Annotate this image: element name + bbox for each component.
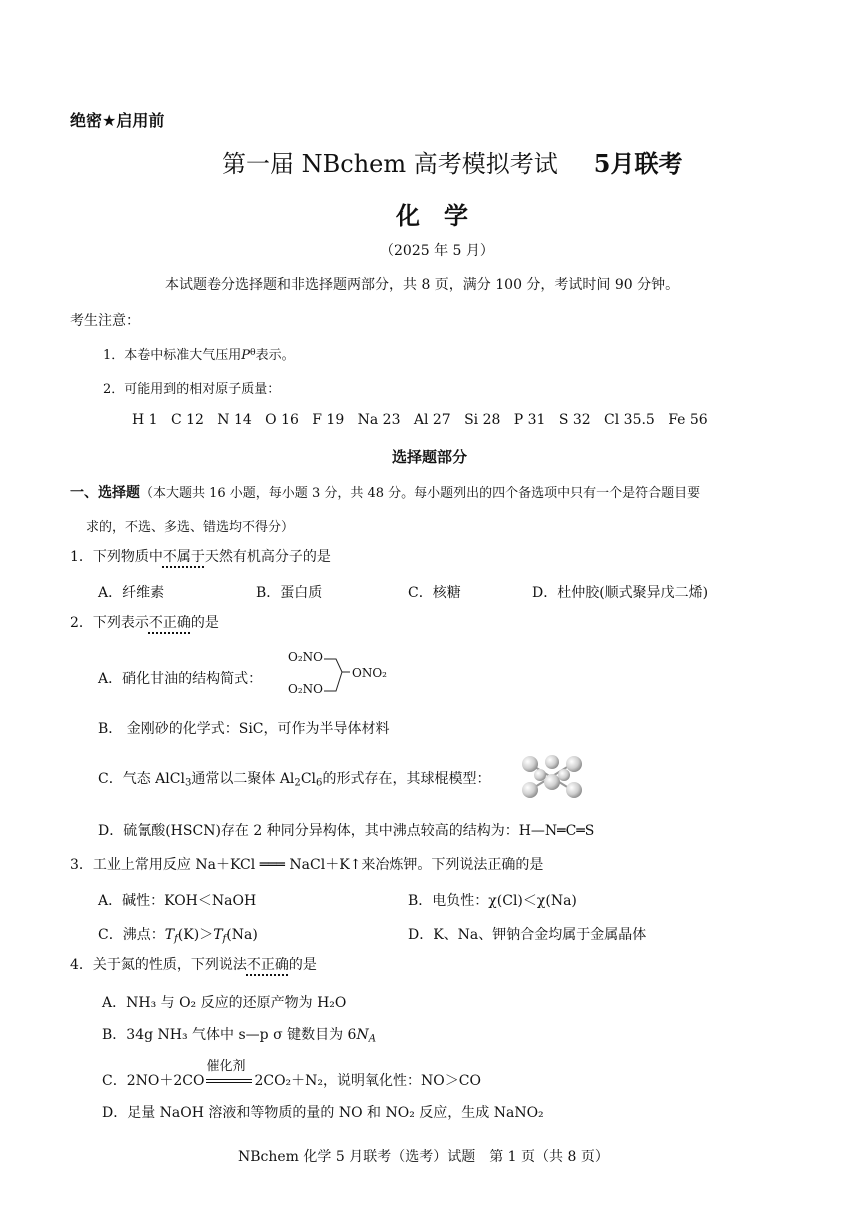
exam-title-main: 第一届 NBchem 高考模拟考试 <box>222 150 558 178</box>
q3-stem <box>70 854 543 874</box>
note-1-sup: θ <box>250 346 256 358</box>
q2-option-b: B． 金刚砂的化学式：SiC，可作为半导体材料 <box>98 721 390 737</box>
q1-stem-b: 天然有机高分子的是 <box>204 549 331 565</box>
q4-b-symbol: N <box>356 1027 369 1043</box>
q1-option-b: B．蛋白质 <box>256 585 323 601</box>
q2-c-part-c: Cl <box>300 771 317 787</box>
q4-emphasis: 不正确 <box>246 957 289 973</box>
note-1-symbol: P <box>241 348 251 363</box>
exam-title <box>222 144 682 179</box>
q3-c-part-b: (K)＞ <box>177 927 214 943</box>
q3-option-a: A．碱性：KOH＜NaOH <box>98 893 257 909</box>
q1-stem <box>70 546 331 566</box>
q4-b-text: B．34g NH₃ 气体中 s—p σ 键数目为 6 <box>102 1027 357 1043</box>
q3-stem-text: 工业上常用反应 Na＋KCl ═══ NaCl＋K↑来冶炼钾。下列说法正确的是 <box>92 857 544 873</box>
exam-month: 5月联考 <box>593 149 683 178</box>
atomic-masses <box>132 412 708 428</box>
q2-option-a: A．硝化甘油的结构简式： <box>98 671 263 687</box>
exam-date: （2025 年 5 月） <box>380 243 494 259</box>
mass-item: Fe 56 <box>668 412 708 428</box>
reaction-arrow <box>204 1059 254 1089</box>
q4-stem-a: 关于氮的性质，下列说法 <box>92 957 247 973</box>
q4-option-d: D．足量 NaOH 溶液和等物质的量的 NO 和 NO₂ 反应，生成 NaNO₂ <box>102 1105 544 1121</box>
mass-item: Cl 35.5 <box>604 412 655 428</box>
q4-c-reactants: C．2NO＋2CO <box>102 1073 205 1089</box>
nitroglycerin-structure <box>286 646 406 702</box>
q2-c-part-a: C．气态 AlCl <box>98 771 185 787</box>
mass-item: S 32 <box>558 412 591 428</box>
mass-item: H 1 <box>132 412 158 428</box>
al2cl6-ball-stick-model <box>516 752 588 802</box>
q2-c-part-b: 通常以二聚体 Al <box>191 771 295 787</box>
q3-c-part-a: C．沸点： <box>98 927 165 943</box>
q1-option-d: D．杜仲胶(顺式聚异戊二烯) <box>532 585 709 601</box>
mass-item: P 31 <box>513 412 546 428</box>
q2-stem-b: 的是 <box>190 615 219 631</box>
q3-number: 3． <box>70 857 93 873</box>
q3-option-b: B．电负性：χ(Cl)＜χ(Na) <box>408 893 577 909</box>
catalyst-label: 催化剂 <box>206 1059 246 1074</box>
structure-bonds <box>286 646 406 702</box>
q4-stem-b: 的是 <box>288 957 317 973</box>
q1-stem-a: 下列物质中 <box>92 549 163 565</box>
q1-emphasis: 不属于 <box>162 549 205 565</box>
q4-option-b <box>102 1024 376 1044</box>
part-desc-line2: 求的，不选、多选、错选均不得分） <box>86 520 295 535</box>
q2-number: 2． <box>70 615 93 631</box>
mass-item: Si 28 <box>464 412 501 428</box>
q4-option-c <box>102 1059 481 1090</box>
q2-stem <box>70 612 219 632</box>
note-2: 2．可能用到的相对原子质量： <box>103 382 281 397</box>
q3-option-c: C．沸点：$T_f(K)>T_f(Na)$ <box>98 927 258 945</box>
mass-item: O 16 <box>265 412 299 428</box>
part-desc-line1 <box>70 482 700 502</box>
section-title: 选择题部分 <box>392 448 468 466</box>
q4-b-subscript: A <box>368 1033 376 1045</box>
q1-option-c: C．核糖 <box>408 585 461 601</box>
q4-c-products: 2CO₂＋N₂，说明氧化性：NO＞CO <box>254 1073 481 1089</box>
page-footer: NBchem 化学 5 月联考（选考）试题 第 1 页（共 8 页） <box>238 1149 609 1165</box>
q3-option-d: D．K、Na、钾钠合金均属于金属晶体 <box>408 927 647 943</box>
subject-title: 化 学 <box>396 201 468 230</box>
q2-option-d: D．硫氰酸(HSCN)存在 2 种同分异构体，其中沸点较高的结构为：H—N═C═S <box>98 823 595 839</box>
intro-text: 本试题卷分选择题和非选择题两部分，共 8 页，满分 100 分，考试时间 90 分钟。 <box>165 277 680 293</box>
part-label: 一、选择题 <box>70 485 140 501</box>
q4-stem <box>70 954 317 974</box>
q4-number: 4． <box>70 957 93 973</box>
mass-item: C 12 <box>170 412 204 428</box>
q2-c-part-d: 的形式存在，其球棍模型： <box>322 771 491 787</box>
structure-right-label: ONO₂ <box>352 666 387 680</box>
secret-tag: 绝密★启用前 <box>70 111 165 130</box>
note-1-prefix: 1．本卷中标准大气压用 <box>103 348 242 363</box>
q2-option-c: C．气态 AlCl$_3$通常以二聚体 $Al_2Cl_6$的形式存在，其球棍模型： <box>98 771 491 789</box>
structure-bottom-label: O₂NO <box>288 682 323 696</box>
mass-item: N 14 <box>217 412 252 428</box>
structure-top-label: O₂NO <box>288 650 323 664</box>
mass-item: Al 27 <box>413 412 451 428</box>
mass-item: Na 23 <box>357 412 401 428</box>
q1-option-a: A．纤维素 <box>98 585 165 601</box>
q2-stem-a: 下列表示 <box>92 615 149 631</box>
part-desc-text1: （本大题共 16 小题，每小题 3 分，共 48 分。每小题列出的四个备选项中只有一个是符合题目要 <box>140 486 701 501</box>
note-1-suffix: 表示。 <box>255 348 295 363</box>
q2-emphasis: 不正确 <box>148 615 191 631</box>
note-1 <box>103 344 295 363</box>
q4-option-a: A．NH₃ 与 O₂ 反应的还原产物为 H₂O <box>102 995 347 1011</box>
notes-heading: 考生注意： <box>70 313 140 329</box>
q1-number: 1． <box>70 549 93 565</box>
mass-item: F 19 <box>312 412 345 428</box>
q3-c-part-c: (Na) <box>226 927 258 943</box>
